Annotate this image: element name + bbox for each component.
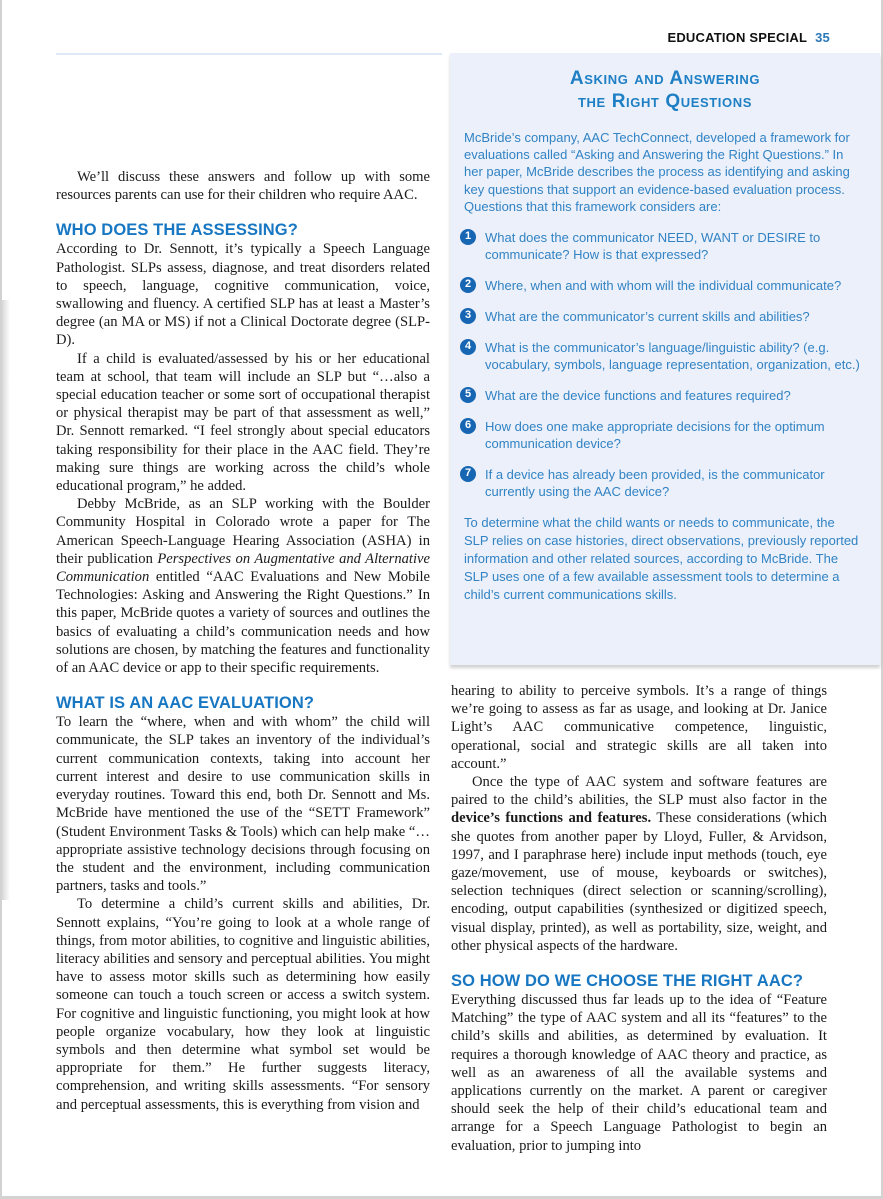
paragraph: [451, 773, 827, 955]
question-item: [460, 308, 862, 325]
question-item: [460, 277, 862, 294]
paragraph: hearing to ability to perceive symbols. It’s a range of things we’re going to assess as far as usage, and looking at Dr. Janice Light’s AAC communicative competence, linguistic, operational, social and strategic skills are all taken into account.”: [451, 683, 827, 772]
running-head: [600, 30, 830, 45]
number-badge-icon: 3: [460, 308, 476, 324]
question-text: What are the communicator’s current skills and abilities?: [485, 308, 810, 324]
paragraph: To determine a child’s current skills and abilities, Dr. Sennott explains, “You’re going to look at a whole range of things, from motor abilities, to cognitive and linguistic abilities, literacy abilities and sensory and perceptual abilities. You might have to assess motor skills such as determining how easily someone can touch a touch screen or access a switch system. For cognitive and linguistic functioning, you might look at how people organize vocabulary, how they look at linguistic symbols and then determine what symbol set would be appropriate for them.” He further suggests literacy, comprehension, and writing skills assessments. “For sensory and perceptual assessments, this is everything from vision and: [56, 896, 430, 1113]
text-run: Once the type of AAC system and software features are paired to the child’s abilities, the SLP must also factor in the: [451, 774, 827, 809]
question-item: [460, 418, 862, 453]
number-badge-icon: 2: [460, 277, 476, 293]
question-text: If a device has already been provided, is the communicator currently using the AAC device?: [485, 466, 825, 499]
question-text: What does the communicator NEED, WANT or DESIRE to communicate? How is that expressed?: [485, 230, 821, 263]
paragraph: If a child is evaluated/assessed by his or her educational team at school, that team will include an SLP but “…also a special education teacher or some sort of occupational therapist or physical therapist may be part of that assessment as well,” Dr. Sennott remarked. “I feel strongly about special educators taking responsibility for their place in the AAC field. They’re making sure things are working across the child’s whole educational program,” he added.: [56, 350, 430, 495]
text-run: entitled “AAC Evaluations and New Mobile Technologies: Asking and Answering the Right Questions.” In this paper, McBride quotes a variety of sources and outlines the basics of evaluating a child’s communication needs and how solutions are chosen, by matching the features and functionality of an AAC device or app to their specific requirements.: [56, 569, 430, 677]
publication-title: Perspectives on Augmentative and Alternative Communication: [56, 550, 430, 586]
sidebar-title-line2: the Right Questions: [578, 91, 752, 112]
paragraph: [56, 495, 430, 677]
section-label: EDUCATION SPECIAL: [667, 30, 808, 45]
sidebar-box: [450, 53, 880, 665]
question-item: [460, 466, 862, 501]
number-badge-icon: 7: [460, 466, 476, 482]
paragraph: To learn the “where, when and with whom” the child will communicate, the SLP takes an inventory of the individual’s current communication contexts, taking into account her current interest and desire to use communication skills in everyday routines. Toward this end, both Dr. Sennott and Ms. McBride have mentioned the use of the “SETT Framework” (Student Environment Tasks & Tools) which can help make “…appropriate assistive technology decisions through focusing on the student and the environment, including communication partners, tasks and tools.”: [56, 714, 430, 895]
text-run: These considerations (which she quotes from another paper by Lloyd, Fuller, & Arvidson, 1997, and I paraphrase here) include input methods (touch, eye gaze/movement, use of mouse, keyboards or switches), selection techniques (direct selection or scanning/scrolling), encoding, output capabilities (synthesized or digitized speech, visual display, printed), as well as portability, size, weight, and other physical aspects of the hardware.: [451, 810, 827, 954]
question-item: [460, 229, 862, 264]
emphasis-text: device’s functions and features.: [451, 810, 652, 827]
heading-who-does-assessing: WHO DOES THE ASSESSING?: [56, 221, 298, 240]
number-badge-icon: 5: [460, 387, 476, 403]
sidebar-outro: To determine what the child wants or needs to communicate, the SLP relies on case histories, direct observations, previously reported information and other related sources, according to McBride. The SLP uses one of a few available assessment tools to determine a child’s current communications skills.: [464, 514, 859, 602]
question-list: [460, 229, 862, 500]
number-badge-icon: 1: [460, 229, 476, 245]
paragraph: According to Dr. Sennott, it’s typically a Speech Language Pathologist. SLPs assess, diagnose, and treat disorders related to speech, language, cognitive communication, voice, swallowing and fluency. A certified SLP has at least a Master’s degree (an MA or MS) if not a Clinical Doctorate degree (SLP-D).: [56, 241, 430, 349]
question-text: Where, when and with whom will the individual communicate?: [485, 278, 842, 294]
intro-paragraph: We’ll discuss these answers and follow up with some resources parents can use for their children who require AAC.: [56, 169, 430, 204]
number-badge-icon: 4: [460, 339, 476, 355]
question-text: How does one make appropriate decisions for the optimum communication device?: [485, 418, 825, 451]
question-item: [460, 387, 862, 404]
text-run: Debby McBride, as an SLP working with the Boulder Community Hospital in Colorado wrote a paper for The American Speech-Language Hearing Association (ASHA) in their publication: [56, 496, 430, 567]
heading-choose-right-aac: SO HOW DO WE CHOOSE THE RIGHT AAC?: [451, 972, 804, 991]
page-gutter-shadow: [2, 300, 10, 900]
number-badge-icon: 6: [460, 418, 476, 434]
question-item: [460, 339, 862, 374]
sidebar-intro: McBride’s company, AAC TechConnect, developed a framework for evaluations called “Asking and Answering the Right Questions.” In her paper, McBride describes the process as identifying and asking key questions that support an evidence-based evaluation process. Questions that this framework considers are:: [464, 130, 850, 214]
heading-what-is-aac-evaluation: WHAT IS AN AAC EVALUATION?: [56, 694, 315, 713]
article-right-column: [451, 682, 827, 1155]
question-text: What are the device functions and features required?: [485, 387, 791, 403]
paragraph: Everything discussed thus far leads up to the idea of “Feature Matching” the type of AAC system and all its “features” to the child’s skills and abilities, as determined by evaluation. It requires a thorough knowledge of AAC theory and practice, as well as an awareness of all the available systems and applications currently on the market. A parent or caregiver should seek the help of their child’s educational team and arrange for a Speech Language Pathologist to begin an evaluation, prior to jumping into: [451, 992, 827, 1154]
top-rule-divider: [56, 53, 442, 55]
sidebar-title: [450, 67, 880, 113]
article-left-column: [56, 168, 430, 1114]
question-text: What is the communicator’s language/linguistic ability? (e.g. vocabulary, symbols, language representation, organization, etc.): [485, 339, 860, 372]
page-number: 35: [815, 30, 830, 45]
sidebar-title-line1: Asking and Answering: [569, 68, 761, 89]
